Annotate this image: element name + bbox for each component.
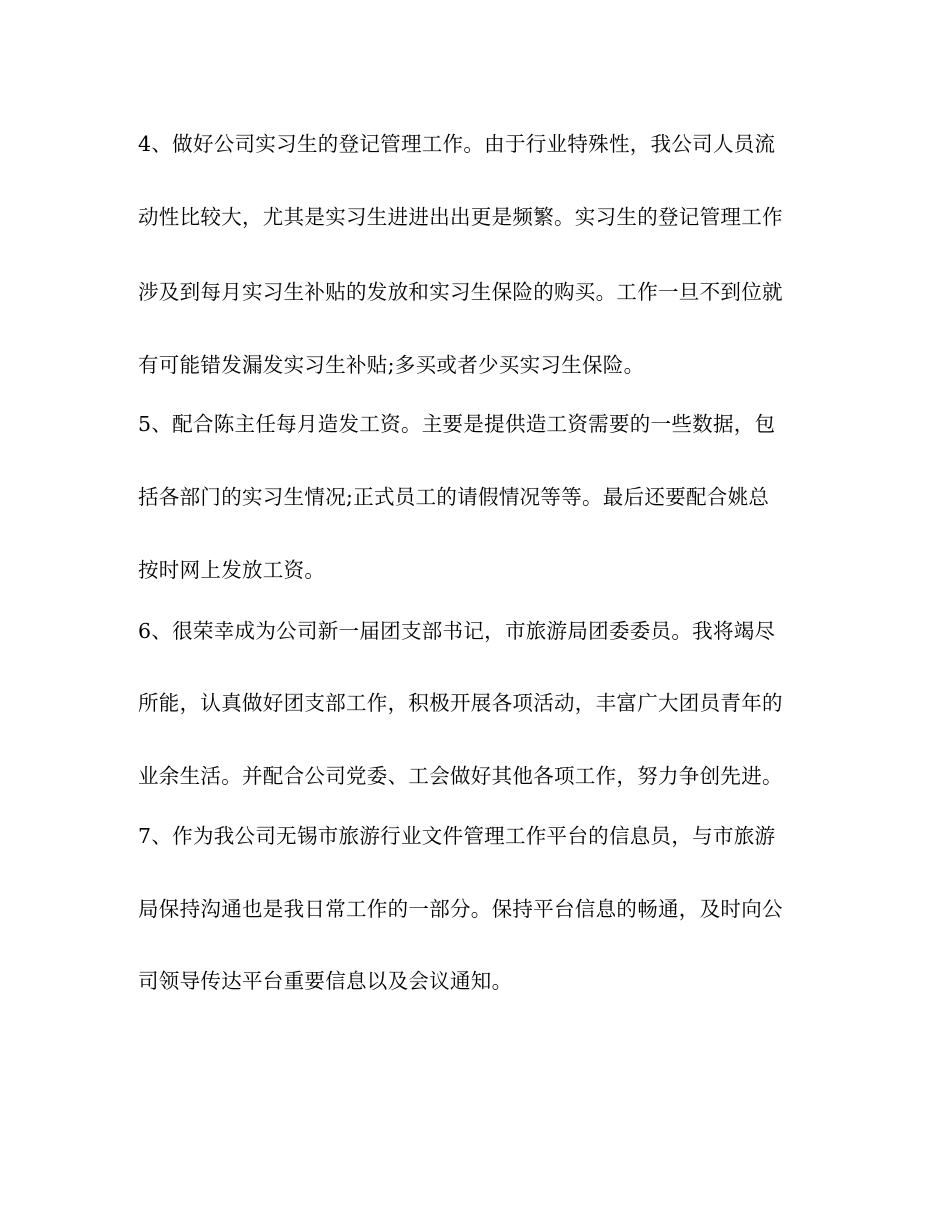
paragraph-4-line-2: 动性比较大，尤其是实习生进进出出更是频繁。实习生的登记管理工作	[138, 205, 783, 229]
paragraph-4-line-4: 有可能错发漏发实习生补贴;多买或者少买实习生保险。	[138, 353, 645, 377]
paragraph-6-line-2: 所能，认真做好团支部工作，积极开展各项活动，丰富广大团员青年的	[138, 691, 783, 715]
paragraph-5-line-3: 按时网上发放工资。	[138, 558, 326, 582]
paragraph-4-line-1: 4、做好公司实习生的登记管理工作。由于行业特殊性，我公司人员流	[138, 132, 776, 156]
paragraph-4-line-3: 涉及到每月实习生补贴的发放和实习生保险的购买。工作一旦不到位就	[138, 280, 783, 304]
paragraph-5-line-2: 括各部门的实习生情况;正式员工的请假情况等等。最后还要配合姚总	[138, 485, 770, 509]
paragraph-6-line-3: 业余生活。并配合公司党委、工会做好其他各项工作，努力争创先进。	[138, 764, 783, 788]
paragraph-7-line-3: 司领导传达平台重要信息以及会议通知。	[138, 969, 513, 993]
paragraph-5-line-1: 5、配合陈主任每月造发工资。主要是提供造工资需要的一些数据，包	[138, 412, 776, 436]
paragraph-7-line-2: 局保持沟通也是我日常工作的一部分。保持平台信息的畅通，及时向公	[138, 897, 783, 921]
paragraph-6-line-1: 6、很荣幸成为公司新一届团支部书记，市旅游局团委委员。我将竭尽	[138, 619, 776, 643]
paragraph-7-line-1: 7、作为我公司无锡市旅游行业文件管理工作平台的信息员，与市旅游	[138, 824, 776, 848]
